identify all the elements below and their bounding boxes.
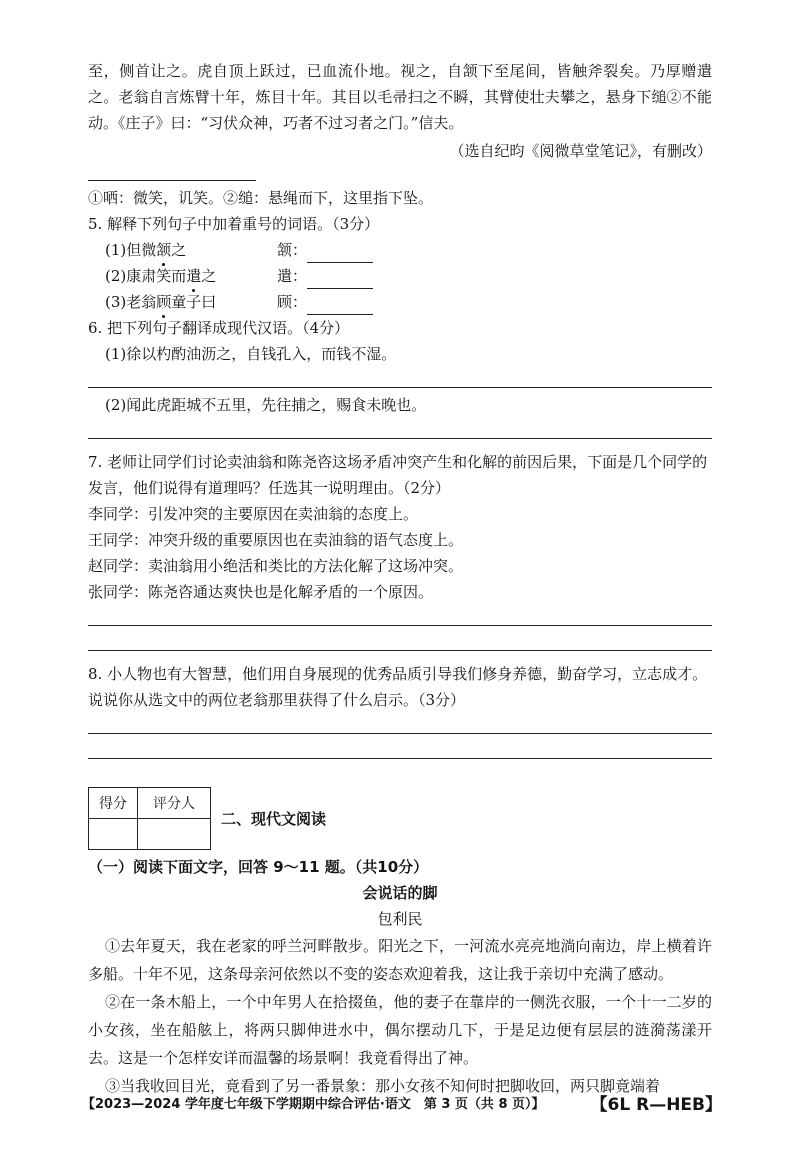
- section-header: [88, 787, 712, 850]
- question-6-sentence-2: (2)闻此虎距城不五里，先往捕之，赐食未晚也。: [105, 396, 427, 414]
- emphasis-word: 遣: [186, 263, 201, 289]
- opinion-zhang: 张同学：陈尧咨通达爽快也是化解矛盾的一个原因。: [88, 583, 434, 601]
- question-5-item-2: (2)康肃笑而遣之 遣：: [88, 263, 712, 289]
- footer-code: 【6L R—HEB】: [590, 1095, 722, 1115]
- footer-info: 【2023—2024 学年度七年级下学期期中综合评估·语文 第 3 页（共 8 页）】: [82, 1097, 545, 1112]
- footnote: ①哂：微笑，讥笑。②缒：悬绳而下，这里指下坠。: [88, 189, 434, 207]
- question-5-title: 5. 解释下列句子中加着重号的词语。（3分）: [88, 215, 380, 233]
- answer-blank[interactable]: [307, 244, 373, 263]
- grader-label: 评分人: [138, 788, 211, 819]
- grader-cell[interactable]: [138, 819, 211, 850]
- score-cell[interactable]: [89, 819, 138, 850]
- question-5-item-1: (1)但微颔之 颔：: [88, 237, 712, 263]
- answer-line[interactable]: [88, 387, 712, 388]
- exam-page: [88, 58, 712, 1100]
- opinion-li: 李同学：引发冲突的主要原因在卖油翁的态度上。: [88, 505, 419, 523]
- passage-text: 至，侧首让之。虎自顶上跃过，已血流仆地。视之，自颔下至尾间，皆触斧裂矣。乃厚赠遣之。老翁自言炼臂十年，炼目十年。其目以毛帚扫之不瞬，其臂使壮夫攀之，悬身下缒②不能动。《庄子》曰：“习伏众神，巧者不过习者之门。”信夫。: [88, 62, 712, 132]
- question-8-title: 8. 小人物也有大智慧，他们用自身展现的优秀品质引导我们修身养德，勤奋学习，立志成才。说说你从选文中的两位老翁那里获得了什么启示。（3分）: [88, 665, 708, 709]
- subsection-instruction: （一）阅读下面文字，回答 9～11 题。（共10分）: [88, 858, 429, 876]
- question-5-item-3: (3)老翁顾童子曰 顾：: [88, 289, 712, 315]
- question-7-title: 7. 老师让同学们讨论卖油翁和陈尧咨这场矛盾冲突产生和化解的前因后果，下面是几个同学的发言，他们说得有道理吗？任选其一说明理由。（2分）: [88, 453, 708, 497]
- article-title: 会说话的脚: [362, 884, 438, 902]
- emphasis-word: 顾: [156, 289, 171, 315]
- article-paragraph-2: ②在一条木船上，一个中年男人在拾掇鱼，他的妻子在靠岸的一侧洗衣服，一个十一二岁的小女孩，坐在船舷上，将两只脚伸进水中，偶尔摆动几下，于是足边便有层层的涟漪荡漾开去。这是一个怎样安详而温馨的场景啊！我竟看得出了神。: [88, 993, 712, 1067]
- answer-line[interactable]: [88, 438, 712, 439]
- opinion-wang: 王同学：冲突升级的重要原因也在卖油翁的语气态度上。: [88, 531, 464, 549]
- score-label: 得分: [89, 788, 138, 819]
- passage-source: （选自纪昀《阅微草堂笔记》，有删改）: [449, 142, 712, 160]
- opinion-zhao: 赵同学：卖油翁用小绝活和类比的方法化解了这场冲突。: [88, 557, 464, 575]
- answer-line[interactable]: [88, 650, 712, 651]
- answer-blank[interactable]: [307, 296, 373, 315]
- question-6-sentence-1: (1)徐以杓酌油沥之，自钱孔入，而钱不湿。: [105, 345, 397, 363]
- section-title: 二、现代文阅读: [221, 810, 327, 828]
- article-paragraph-3: ③当我收回目光，竟看到了另一番景象：那小女孩不知何时把脚收回，两只脚竟端着: [105, 1077, 661, 1095]
- footnote-rule: [88, 180, 256, 181]
- emphasis-word: 颔: [156, 237, 171, 263]
- page-footer: [82, 1090, 722, 1115]
- question-6-title: 6. 把下列句子翻译成现代汉语。（4分）: [88, 319, 350, 337]
- answer-line[interactable]: [88, 758, 712, 759]
- article-paragraph-1: ①去年夏天，我在老家的呼兰河畔散步。阳光之下，一河流水亮亮地淌向南边，岸上横着许多船。十年不见，这条母亲河依然以不变的姿态欢迎着我，这让我于亲切中充满了感动。: [88, 937, 712, 983]
- score-table: [88, 787, 211, 850]
- answer-blank[interactable]: [307, 270, 373, 289]
- article-author: 包利民: [377, 910, 423, 928]
